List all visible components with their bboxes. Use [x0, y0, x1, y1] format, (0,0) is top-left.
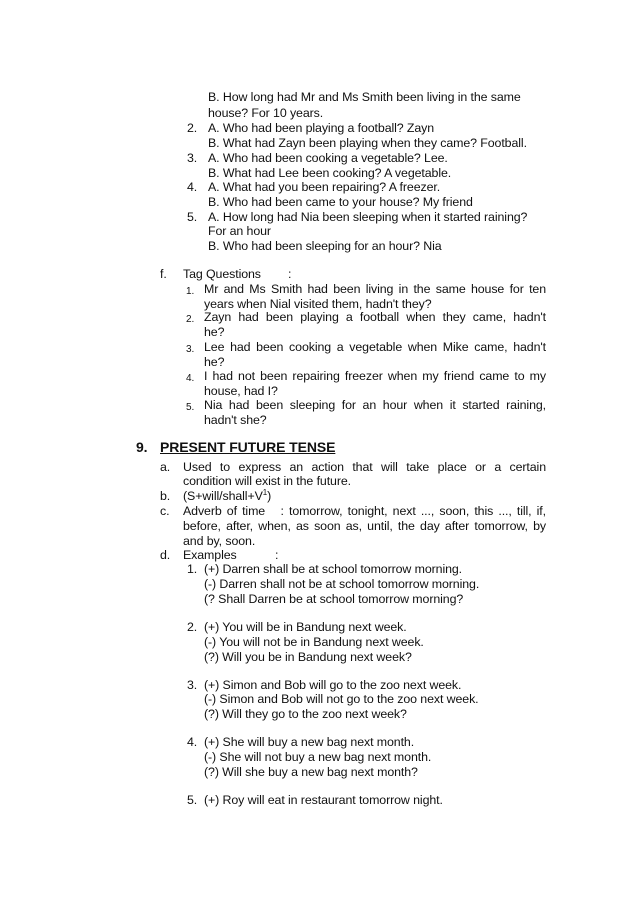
tag-line1: Mr and Ms Smith had been living in the same house for ten — [204, 282, 546, 296]
tag-line2: hadn't she? — [204, 413, 267, 427]
tag-questions-title: Tag Questions — [183, 267, 261, 281]
section-title: PRESENT FUTURE TENSE — [160, 439, 336, 455]
formula-close: ) — [267, 489, 272, 503]
example-question: (?) Will they go to the zoo next week? — [204, 707, 407, 721]
example-number: 2. — [187, 620, 198, 634]
item-a: A. How long had Nia been sleeping when it started raining? — [208, 210, 528, 224]
point-c-line2: before, after, when, as soon as, until, the day after tomorrow, by — [183, 519, 546, 533]
tag-line1: Nia had been sleeping for an hour when it started raining, — [204, 398, 546, 412]
example-positive: (+) Roy will eat in restaurant tomorrow night. — [204, 793, 443, 807]
example-positive: (+) You will be in Bandung next week. — [204, 620, 407, 634]
item1-b-line2: house? For 10 years. — [208, 106, 324, 120]
section-number: 9. — [136, 439, 148, 455]
example-question: (?) Will you be in Bandung next week? — [204, 650, 412, 664]
tag-number: 3. — [186, 344, 195, 355]
tag-line2: he? — [204, 325, 225, 339]
example-negative: (-) Simon and Bob will not go to the zoo next week. — [204, 692, 479, 706]
example-number: 3. — [187, 678, 198, 692]
tag-number: 4. — [186, 373, 195, 384]
example-positive: (+) She will buy a new bag next month. — [204, 735, 415, 749]
example-question: (? Shall Darren be at school tomorrow morning? — [204, 592, 464, 606]
tag-questions-letter: f. — [160, 267, 167, 281]
point-c-line1: Adverb of time : tomorrow, tonight, next ..., soon, this ..., till, if, — [183, 504, 546, 518]
tag-line1: Zayn had been playing a football when they came, hadn't — [204, 310, 546, 324]
point-c-letter: c. — [160, 504, 170, 518]
tag-line1: Lee had been cooking a vegetable when Mike came, hadn't — [204, 340, 546, 354]
item-a: A. Who had been cooking a vegetable? Lee. — [208, 151, 448, 165]
example-negative: (-) She will not buy a new bag next month. — [204, 750, 432, 764]
example-positive: (+) Darren shall be at school tomorrow morning. — [204, 562, 463, 576]
tag-questions-colon: : — [288, 267, 292, 281]
example-number: 1. — [187, 562, 198, 576]
item-b: B. What had Lee been cooking? A vegetable. — [208, 166, 452, 180]
point-c-line3: and by, soon. — [183, 534, 256, 548]
point-a-line1: Used to express an action that will take place or a certain — [183, 460, 546, 474]
item-number: 5. — [187, 210, 198, 224]
example-question: (?) Will she buy a new bag next month? — [204, 765, 418, 779]
example-positive: (+) Simon and Bob will go to the zoo next week. — [204, 678, 462, 692]
formula-superscript: 1 — [262, 487, 268, 497]
item-number: 2. — [187, 121, 198, 135]
item-number: 4. — [187, 180, 198, 194]
tag-number: 5. — [186, 402, 195, 413]
point-a-line2: condition will exist in the future. — [183, 474, 351, 488]
example-negative: (-) Darren shall not be at school tomorrow morning. — [204, 577, 480, 591]
tag-line2: he? — [204, 355, 225, 369]
tag-number: 2. — [186, 314, 195, 325]
tag-number: 1. — [186, 286, 195, 297]
item-b: B. What had Zayn been playing when they came? Football. — [208, 136, 527, 150]
item-a: A. Who had been playing a football? Zayn — [208, 121, 435, 135]
formula-text: (S+will/shall+V — [183, 489, 263, 503]
point-d-title: Examples — [183, 548, 237, 562]
item-b: B. Who had been sleeping for an hour? Nia — [208, 239, 442, 253]
point-d-colon: : — [275, 548, 279, 562]
point-a-letter: a. — [160, 460, 171, 474]
example-number: 4. — [187, 735, 198, 749]
point-b-formula — [183, 489, 271, 504]
item-a: A. What had you been repairing? A freezer. — [208, 180, 441, 194]
example-negative: (-) You will not be in Bandung next week. — [204, 635, 424, 649]
item-b: B. Who had been came to your house? My friend — [208, 195, 473, 209]
tag-line1: I had not been repairing freezer when my friend came to my — [204, 369, 546, 383]
tag-line2: years when Nial visited them, hadn't they? — [204, 297, 432, 311]
point-b-letter: b. — [160, 489, 171, 503]
item-number: 3. — [187, 151, 198, 165]
point-d-letter: d. — [160, 548, 171, 562]
example-number: 5. — [187, 793, 198, 807]
item1-b-line1: B. How long had Mr and Ms Smith been living in the same — [208, 90, 521, 104]
item-a-continued: For an hour — [208, 224, 271, 238]
tag-line2: house, had I? — [204, 384, 278, 398]
